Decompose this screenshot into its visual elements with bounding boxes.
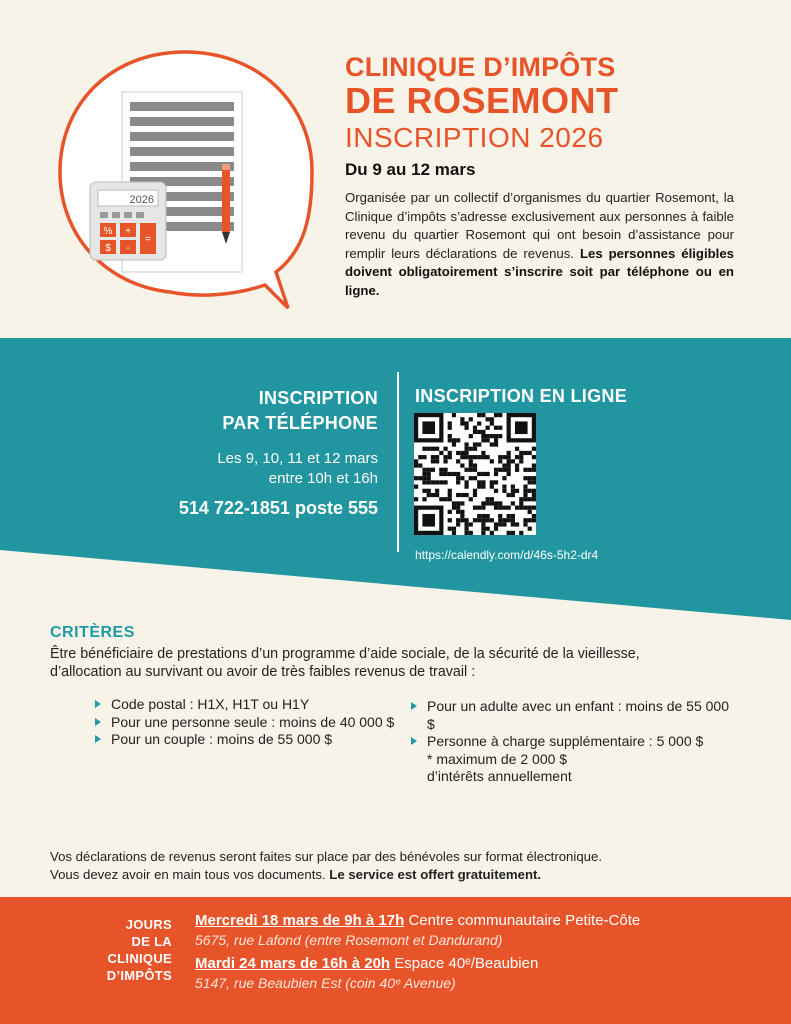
session-2: Mardi 24 mars de 16h à 20h Espace 40ᵉ/Beaubien	[195, 955, 539, 972]
session-1: Mercredi 18 mars de 9h à 17h Centre communautaire Petite-Côte	[195, 912, 641, 929]
list-item: Pour une personne seule : moins de 40 000 $	[95, 714, 395, 732]
session-1-address: 5675, rue Lafond (entre Rosemont et Dandurand)	[195, 932, 503, 948]
notice-bold: Le service est offert gratuitement.	[329, 867, 542, 882]
qr-code[interactable]	[414, 413, 536, 535]
intro-bold: Les personnes éligibles doivent obligatoirement s’inscrire soit par téléphone ou en ligne.	[345, 245, 734, 298]
phone-registration-title: INSCRIPTION PAR TÉLÉPHONE	[222, 388, 378, 433]
registration-link[interactable]: https://calendly.com/d/46s-5h2-dr4	[415, 548, 599, 562]
bullet-icon	[411, 702, 417, 710]
list-item: Pour un couple : moins de 55 000 $	[95, 731, 395, 749]
list-item: Code postal : H1X, H1T ou H1Y	[95, 696, 395, 714]
svg-text:2026: 2026	[129, 194, 154, 206]
list-item: Pour un adulte avec un enfant : moins de 55 000 $	[411, 698, 731, 733]
phone-number[interactable]: 514 722-1851 poste 555	[178, 498, 378, 518]
criteria-heading: CRITÈRES	[50, 624, 135, 641]
bullet-icon	[411, 737, 417, 745]
pencil-icon	[222, 164, 230, 244]
svg-text:$: $	[105, 243, 111, 254]
title-line-3: INSCRIPTION 2026	[345, 122, 604, 153]
criteria-intro: Être bénéficiaire de prestations d’un programme d’aide sociale, de la sécurité de la vieillesse, d’allocation au survivant ou avoir de très faibles revenus de travail :	[50, 646, 640, 680]
event-dates: Du 9 au 12 mars	[345, 160, 476, 179]
title-line-2: DE ROSEMONT	[345, 80, 619, 121]
criteria-list-left	[95, 696, 395, 749]
phone-registration-dates: Les 9, 10, 11 et 12 mars entre 10h et 16h	[217, 450, 378, 487]
title-line-1: CLINIQUE D’IMPÔTS	[345, 52, 616, 82]
tax-document-illustration	[50, 40, 320, 315]
svg-text:%: %	[103, 226, 113, 237]
criteria-list-right	[411, 698, 731, 786]
svg-text:+: +	[125, 226, 131, 237]
bullet-icon	[95, 735, 101, 743]
footnote: * maximum de 2 000 $ d’intérêts annuellement	[427, 750, 572, 784]
online-registration-title: INSCRIPTION EN LIGNE	[415, 386, 628, 406]
svg-text:-: -	[126, 243, 130, 254]
intro-paragraph: Organisée par un collectif d’organismes du quartier Rosemont, la Clinique d’impôts s’adresse exclusivement aux personnes à faible revenu du quartier Rosemont qui ont besoin d’assistance pour remplir leurs déclarations de revenus. Les personnes éligibles doivent obligatoirement s’inscrire soit par téléphone ou en ligne.	[345, 190, 734, 298]
notice-text: Vos déclarations de revenus seront faites sur place par des bénévoles sur format électronique. Vous devez avoir en main tous vos documents. Le service est offert gratuitement.	[50, 849, 602, 882]
session-2-address: 5147, rue Beaubien Est (coin 40ᵉ Avenue)	[195, 975, 456, 991]
list-item: Personne à charge supplémentaire : 5 000 $	[411, 733, 731, 751]
clinic-days-label: JOURS DE LA CLINIQUE D’IMPÔTS	[106, 917, 172, 983]
bullet-icon	[95, 718, 101, 726]
svg-text:=: =	[145, 234, 151, 245]
divider	[397, 372, 399, 552]
calculator-icon	[90, 182, 166, 260]
bullet-icon	[95, 700, 101, 708]
